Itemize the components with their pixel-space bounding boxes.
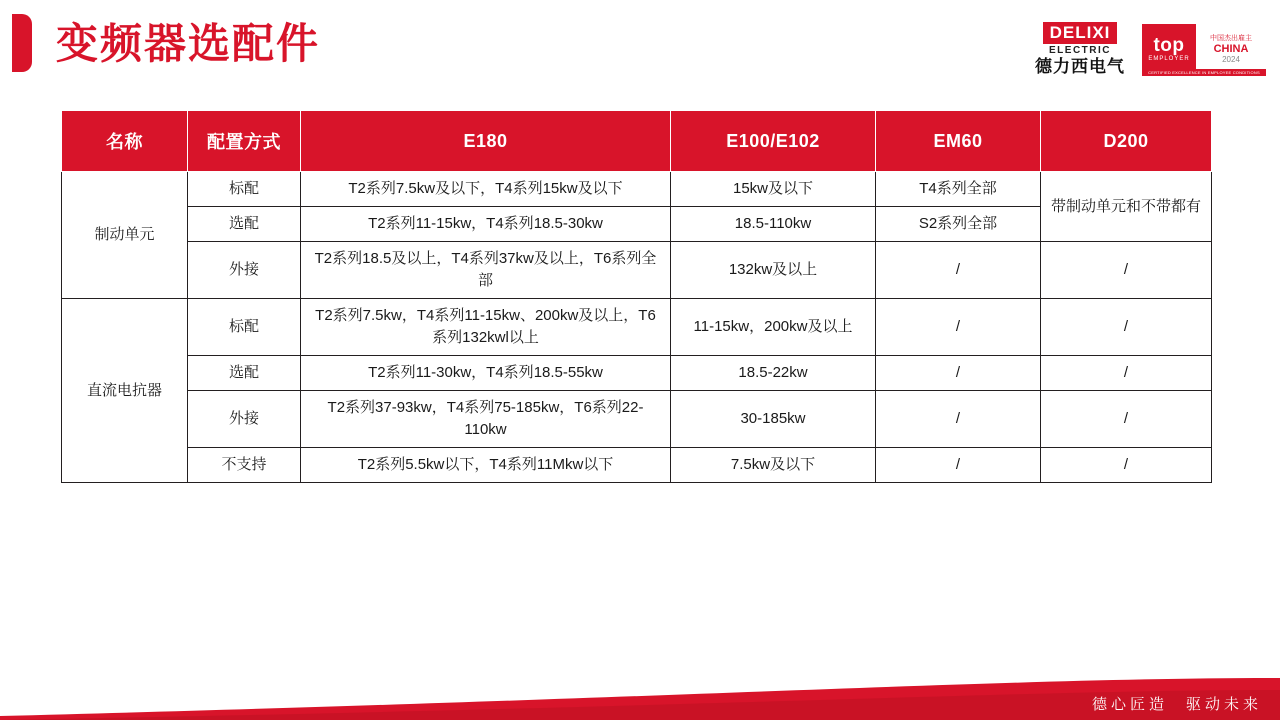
cell-e100: 18.5-110kw [671,207,876,242]
footer-slogan-right: 驱动未来 [1185,696,1262,713]
table-row [62,356,1212,391]
column-header-em60: EM60 [876,111,1041,172]
top-employer-footer-text: CERTIFIED EXCELLENCE IN EMPLOYEE CONDITIONS [1142,69,1266,76]
config-mode: 不支持 [188,448,301,483]
cell-e180: T2系列37-93kw，T4系列75-185kw，T6系列22-110kw [301,391,671,448]
cell-e100: 7.5kw及以下 [671,448,876,483]
cell-e100: 11-15kw，200kw及以上 [671,299,876,356]
cell-d200: / [1041,242,1212,299]
table-row [62,391,1212,448]
top-employer-top-text: top [1153,34,1185,56]
cell-em60: / [876,448,1041,483]
cell-em60: S2系列全部 [876,207,1041,242]
cell-em60: T4系列全部 [876,172,1041,207]
table-row [62,448,1212,483]
group-name-brake-unit: 制动单元 [62,172,188,299]
group-name-dc-reactor: 直流电抗器 [62,299,188,483]
cell-e180: T2系列7.5kw，T4系列11-15kw、200kw及以上，T6系列132kwl以上 [301,299,671,356]
cell-d200: / [1041,391,1212,448]
footer-slogan-left: 德心匠造 [1091,696,1168,713]
logo-area [1024,22,1266,77]
column-header-d200: D200 [1041,111,1212,172]
config-mode: 选配 [188,356,301,391]
config-mode: 外接 [188,391,301,448]
column-header-e100: E100/E102 [671,111,876,172]
column-header-config: 配置方式 [188,111,301,172]
column-header-name: 名称 [62,111,188,172]
top-employer-country: CHINA [1213,43,1249,55]
slide-footer [0,668,1280,720]
cell-e180: T2系列11-15kw，T4系列18.5-30kw [301,207,671,242]
table-row [62,299,1212,356]
table-row [62,242,1212,299]
slide-header [0,0,1280,96]
top-employer-sub-text: EMPLOYER [1148,55,1190,62]
cell-e100: 132kw及以上 [671,242,876,299]
title-accent-bar [12,14,32,72]
cell-e180: T2系列11-30kw，T4系列18.5-55kw [301,356,671,391]
cell-em60: / [876,391,1041,448]
top-employer-logo [1142,24,1266,76]
cell-d200: / [1041,448,1212,483]
page-title: 变频器选配件 [56,20,321,67]
cell-d200: / [1041,356,1212,391]
table-header-row [62,111,1212,172]
delixi-logo [1024,22,1136,77]
config-mode: 标配 [188,299,301,356]
top-employer-left [1142,36,1196,64]
footer-swoosh-graphic [0,668,1280,720]
footer-slogan [1092,693,1262,714]
cell-e180: T2系列7.5kw及以下，T4系列15kw及以下 [301,172,671,207]
cell-em60: / [876,356,1041,391]
cell-e100: 18.5-22kw [671,356,876,391]
cell-e180: T2系列18.5及以上，T4系列37kw及以上，T6系列全部 [301,242,671,299]
top-employer-year: 2024 [1222,55,1240,64]
spec-table-container [61,110,1211,483]
config-mode: 标配 [188,172,301,207]
delixi-chinese-name: 德力西电气 [1035,57,1125,76]
spec-table [61,110,1212,483]
cell-e100: 15kw及以下 [671,172,876,207]
delixi-subtitle: ELECTRIC [1049,45,1111,56]
cell-d200: / [1041,299,1212,356]
cell-e100: 30-185kw [671,391,876,448]
cell-em60: / [876,242,1041,299]
table-row [62,172,1212,207]
cell-d200: 带制动单元和不带都有 [1041,172,1212,242]
delixi-wordmark: DELIXI [1043,22,1118,44]
cell-em60: / [876,299,1041,356]
top-employer-cn-line: 中国杰出雇主 [1210,35,1252,42]
config-mode: 外接 [188,242,301,299]
table-row [62,207,1212,242]
column-header-e180: E180 [301,111,671,172]
cell-e180: T2系列5.5kw以下，T4系列11Mkw以下 [301,448,671,483]
config-mode: 选配 [188,207,301,242]
